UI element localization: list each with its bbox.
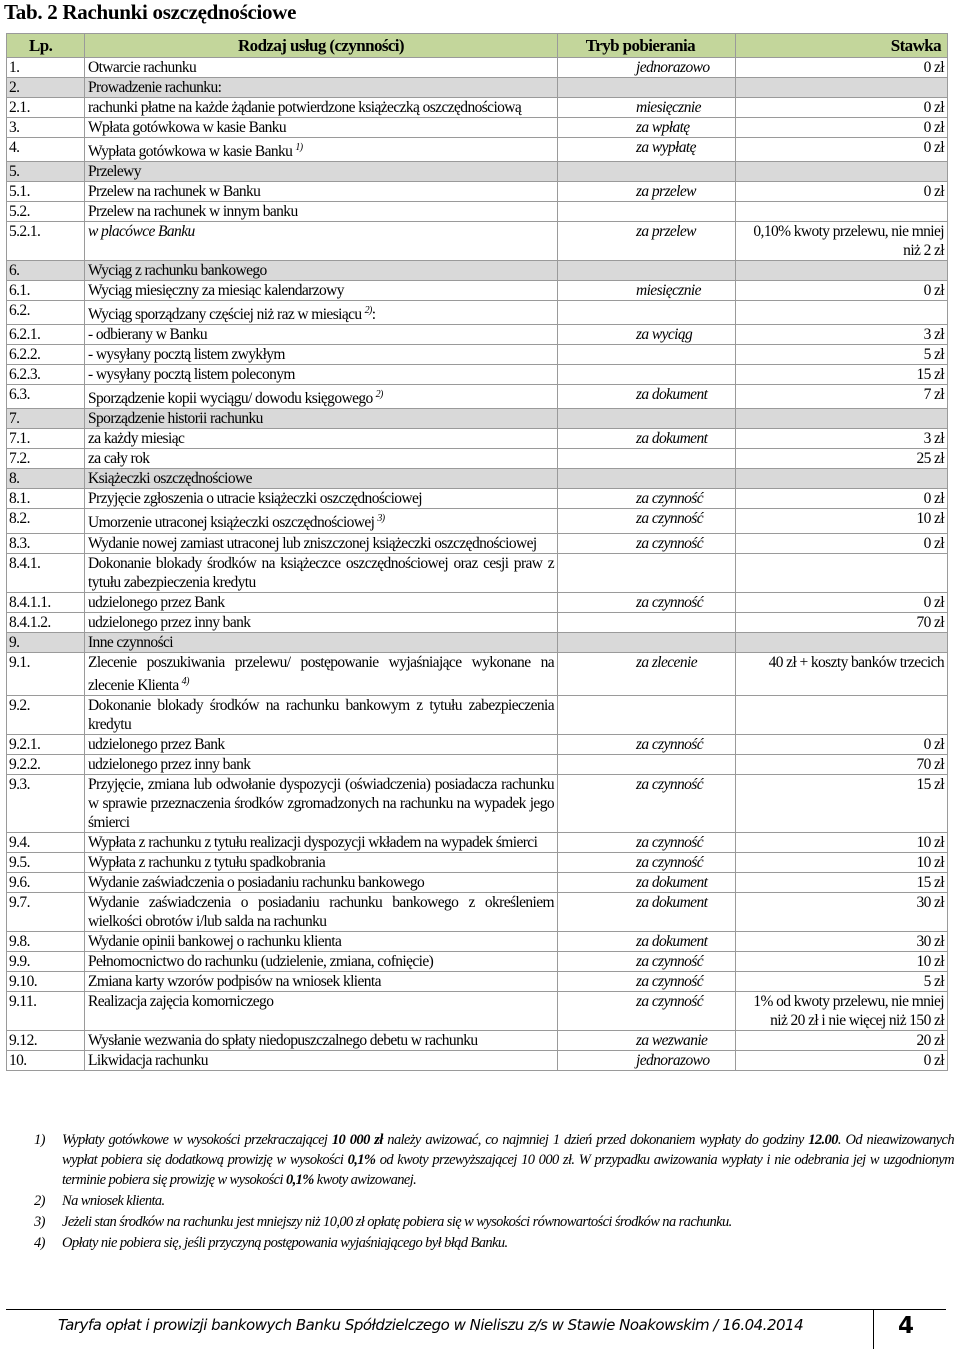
- cell-lp: 5.2.: [7, 202, 85, 222]
- table-row: [7, 222, 948, 261]
- cell-lp: 1.: [7, 58, 85, 78]
- service-text: Likwidacja rachunku: [88, 1051, 208, 1069]
- service-text: za każdy miesiąc: [88, 430, 185, 448]
- service-text: Wydanie nowej zamiast utraconej lub zniszczonej książeczki oszczędnościowej: [88, 534, 537, 552]
- cell-rate: 0 zł: [736, 58, 948, 78]
- service-text: Zlecenie poszukiwania przelewu/ postępowanie wyjaśniające wykonane na zlecenie Klienta: [88, 653, 554, 694]
- service-text: Sporządzenie kopii wyciągu/ dowodu księgowego: [88, 390, 373, 408]
- cell-mode: [558, 301, 736, 325]
- table-row: [7, 1030, 948, 1050]
- footnote-text: należy awizować, co najmniej 1 dzień przed dokonaniem wypłaty do godziny: [382, 1132, 809, 1148]
- cell-service: [85, 971, 558, 991]
- cell-mode: [558, 365, 736, 385]
- section-row: [7, 632, 948, 652]
- fees-table: [6, 33, 948, 1071]
- cell-service: [85, 489, 558, 509]
- footnote-number: 3): [34, 1214, 45, 1230]
- table-header-row: [7, 34, 948, 58]
- cell-rate: 5 zł: [736, 971, 948, 991]
- table-row: [7, 652, 948, 695]
- cell-mode: za czynność: [558, 592, 736, 612]
- cell-rate: 0,10% kwoty przelewu, nie mniej niż 2 zł: [736, 222, 948, 261]
- cell-mode: za dokument: [558, 872, 736, 892]
- footnote-emphasis: 10 000 zł: [331, 1132, 383, 1148]
- cell-rate: 10 zł: [736, 951, 948, 971]
- table-row: [7, 951, 948, 971]
- cell-mode: za wezwanie: [558, 1030, 736, 1050]
- cell-mode: [558, 345, 736, 365]
- footnotes: [34, 1130, 954, 1254]
- service-text: Wysłanie wezwania do spłaty niedopuszczalnego debetu w rachunku: [88, 1031, 478, 1049]
- cell-rate: [736, 553, 948, 592]
- service-text: Wydanie zaświadczenia o posiadaniu rachunku bankowego: [88, 873, 425, 891]
- service-text: Dokonanie blokady środków na książeczce oszczędnościowej oraz cesji praw z tytułu zabezpieczenia kredytu: [88, 554, 554, 591]
- cell-mode: jednorazowo: [558, 1050, 736, 1070]
- cell-rate: 15 zł: [736, 365, 948, 385]
- service-text: za cały rok: [88, 450, 150, 468]
- cell-mode: [558, 261, 736, 281]
- table-row: [7, 991, 948, 1030]
- table-row: [7, 325, 948, 345]
- table-row: [7, 449, 948, 469]
- table-row: [7, 489, 948, 509]
- header-rate: Stawka: [736, 34, 948, 58]
- section-row: [7, 469, 948, 489]
- service-text: Przyjęcie, zmiana lub odwołanie dyspozycji (oświadczenia) posiadacza rachunku w sprawie przeznaczenia środków zgromadzonych na rachunku na wypadek jego śmierci: [88, 775, 554, 831]
- cell-service: [85, 774, 558, 832]
- cell-mode: za przelew: [558, 182, 736, 202]
- table-row: [7, 202, 948, 222]
- footnote-ref: 2): [375, 389, 383, 401]
- footnote-ref: 3): [377, 513, 385, 525]
- cell-service: [85, 385, 558, 409]
- service-text: Wypłata z rachunku z tytułu spadkobrania: [88, 853, 326, 871]
- cell-rate: 70 zł: [736, 754, 948, 774]
- table-row: [7, 971, 948, 991]
- cell-lp: 9.3.: [7, 774, 85, 832]
- service-text: Przyjęcie zgłoszenia o utracie książeczki oszczędnościowej: [88, 490, 423, 508]
- cell-service: [85, 78, 558, 98]
- cell-service: [85, 98, 558, 118]
- cell-lp: 6.1.: [7, 281, 85, 301]
- cell-service: [85, 138, 558, 162]
- cell-service: [85, 58, 558, 78]
- cell-service: [85, 592, 558, 612]
- cell-service: [85, 991, 558, 1030]
- table-row: [7, 533, 948, 553]
- cell-rate: 10 zł: [736, 852, 948, 872]
- cell-lp: 9.12.: [7, 1030, 85, 1050]
- footnote-emphasis: 0,1%: [347, 1152, 376, 1168]
- cell-mode: [558, 632, 736, 652]
- cell-lp: 9.2.2.: [7, 754, 85, 774]
- cell-rate: 40 zł + koszty banków trzecich: [736, 652, 948, 695]
- table-row: [7, 301, 948, 325]
- cell-mode: za dokument: [558, 429, 736, 449]
- cell-lp: 8.4.1.: [7, 553, 85, 592]
- cell-mode: miesięcznie: [558, 281, 736, 301]
- cell-rate: [736, 261, 948, 281]
- table-row: [7, 592, 948, 612]
- table-row: [7, 695, 948, 734]
- cell-rate: 5 zł: [736, 345, 948, 365]
- cell-service: [85, 469, 558, 489]
- footnote: [34, 1212, 954, 1232]
- cell-rate: 7 zł: [736, 385, 948, 409]
- cell-rate: [736, 162, 948, 182]
- cell-service: [85, 612, 558, 632]
- cell-lp: 10.: [7, 1050, 85, 1070]
- cell-service: [85, 754, 558, 774]
- cell-lp: 5.1.: [7, 182, 85, 202]
- cell-rate: [736, 409, 948, 429]
- cell-mode: [558, 469, 736, 489]
- cell-mode: miesięcznie: [558, 98, 736, 118]
- cell-mode: za czynność: [558, 533, 736, 553]
- cell-service: [85, 222, 558, 261]
- section-row: [7, 409, 948, 429]
- table-body: [7, 58, 948, 1071]
- cell-lp: 8.: [7, 469, 85, 489]
- table-row: [7, 1050, 948, 1070]
- cell-mode: za czynność: [558, 734, 736, 754]
- cell-mode: [558, 553, 736, 592]
- table-row: [7, 612, 948, 632]
- service-text: Wyciąg z rachunku bankowego: [88, 262, 267, 280]
- cell-rate: [736, 78, 948, 98]
- cell-rate: 3 zł: [736, 325, 948, 345]
- cell-service: [85, 365, 558, 385]
- table-row: [7, 365, 948, 385]
- cell-lp: 9.10.: [7, 971, 85, 991]
- cell-lp: 6.: [7, 261, 85, 281]
- footnote-number: 2): [34, 1193, 45, 1209]
- cell-lp: 4.: [7, 138, 85, 162]
- service-text: Wyciąg miesięczny za miesiąc kalendarzowy: [88, 282, 344, 300]
- cell-rate: 10 zł: [736, 832, 948, 852]
- footnote-number: 4): [34, 1235, 45, 1251]
- table-row: [7, 553, 948, 592]
- cell-lp: 9.2.1.: [7, 734, 85, 754]
- cell-service: [85, 852, 558, 872]
- service-text: Umorzenie utraconej książeczki oszczędnościowej: [88, 514, 375, 532]
- cell-lp: 3.: [7, 118, 85, 138]
- table-row: [7, 509, 948, 533]
- cell-rate: 0 zł: [736, 734, 948, 754]
- cell-lp: 9.2.: [7, 695, 85, 734]
- cell-rate: 15 zł: [736, 872, 948, 892]
- cell-service: [85, 892, 558, 931]
- cell-mode: [558, 202, 736, 222]
- service-text: Wypłata z rachunku z tytułu realizacji dyspozycji wkładem na wypadek śmierci: [88, 833, 538, 851]
- service-text: Otwarcie rachunku: [88, 59, 197, 76]
- service-text: Przelew na rachunek w innym banku: [88, 203, 298, 221]
- cell-service: [85, 409, 558, 429]
- cell-rate: [736, 469, 948, 489]
- cell-rate: 0 zł: [736, 98, 948, 118]
- footnote-ref: 4): [181, 675, 189, 687]
- footer-separator: [873, 1309, 874, 1349]
- cell-lp: 8.4.1.1.: [7, 592, 85, 612]
- cell-service: [85, 162, 558, 182]
- cell-lp: 8.4.1.2.: [7, 612, 85, 632]
- cell-rate: 0 zł: [736, 281, 948, 301]
- cell-lp: 2.1.: [7, 98, 85, 118]
- table-title: Tab. 2 Rachunki oszczędnościowe: [4, 0, 297, 24]
- cell-service: [85, 345, 558, 365]
- footnote-text: Opłaty nie pobiera się, jeśli przyczyną postępowania wyjaśniającego był błąd Banku.: [62, 1235, 508, 1251]
- cell-mode: za czynność: [558, 832, 736, 852]
- cell-service: [85, 509, 558, 533]
- cell-mode: za dokument: [558, 892, 736, 931]
- cell-mode: [558, 409, 736, 429]
- cell-lp: 6.2.: [7, 301, 85, 325]
- cell-service: [85, 632, 558, 652]
- footnote-text: od kwoty przewyższającej 10 000 zł. W przypadku awizowania wypłaty i nie odebrania jej w uzgodnionym terminie pobiera się prowizję w wysokości: [62, 1152, 954, 1188]
- cell-rate: 30 zł: [736, 892, 948, 931]
- footer-text: Taryfa opłat i prowizji bankowych Banku Spółdzielczego w Nieliszu z/s w Stawie Noakowskim / 16.04.2014: [58, 1316, 804, 1334]
- cell-lp: 8.3.: [7, 533, 85, 553]
- cell-rate: 3 zł: [736, 429, 948, 449]
- table-row: [7, 98, 948, 118]
- cell-rate: 0 zł: [736, 592, 948, 612]
- service-text: Wydanie opinii bankowej o rachunku klienta: [88, 932, 342, 950]
- service-text: Wydanie zaświadczenia o posiadaniu rachunku bankowego z określeniem wielkości obrotów i/lub salda na rachunku: [88, 893, 554, 930]
- cell-service: [85, 695, 558, 734]
- cell-mode: za czynność: [558, 971, 736, 991]
- cell-lp: 2.: [7, 78, 85, 98]
- service-text: udzielonego przez Bank: [88, 735, 225, 753]
- cell-lp: 9.9.: [7, 951, 85, 971]
- cell-rate: 15 zł: [736, 774, 948, 832]
- service-text: Wypłata gotówkowa w kasie Banku: [88, 143, 293, 161]
- cell-lp: 9.4.: [7, 832, 85, 852]
- cell-mode: [558, 162, 736, 182]
- cell-service: [85, 202, 558, 222]
- cell-mode: jednorazowo: [558, 58, 736, 78]
- table-row: [7, 58, 948, 78]
- cell-rate: 0 zł: [736, 533, 948, 553]
- cell-lp: 7.2.: [7, 449, 85, 469]
- service-text: rachunki płatne na każde żądanie potwierdzone książeczką oszczędnościową: [88, 99, 522, 116]
- cell-service: [85, 261, 558, 281]
- cell-lp: 6.3.: [7, 385, 85, 409]
- cell-rate: 10 zł: [736, 509, 948, 533]
- cell-service: [85, 652, 558, 695]
- footer-rule: [6, 1309, 946, 1310]
- footnote: [34, 1191, 954, 1211]
- cell-rate: 0 zł: [736, 489, 948, 509]
- cell-mode: za wyciąg: [558, 325, 736, 345]
- cell-service: [85, 1050, 558, 1070]
- table-row: [7, 852, 948, 872]
- service-text: Sporządzenie historii rachunku: [88, 410, 263, 428]
- cell-lp: 6.2.1.: [7, 325, 85, 345]
- service-text: - wysyłany pocztą listem zwykłym: [88, 346, 285, 364]
- footnote-text: kwoty awizowanej.: [313, 1172, 417, 1188]
- service-text: Wyciąg sporządzany częściej niż raz w miesiącu: [88, 306, 362, 324]
- cell-rate: 0 zł: [736, 118, 948, 138]
- cell-rate: 30 zł: [736, 931, 948, 951]
- cell-service: [85, 449, 558, 469]
- cell-lp: 5.: [7, 162, 85, 182]
- table-row: [7, 138, 948, 162]
- cell-rate: 0 zł: [736, 182, 948, 202]
- cell-service: [85, 325, 558, 345]
- cell-rate: 1% od kwoty przelewu, nie mniej niż 20 zł i nie więcej niż 150 zł: [736, 991, 948, 1030]
- cell-rate: 0 zł: [736, 1050, 948, 1070]
- footnote-ref: 2): [364, 305, 372, 317]
- cell-mode: za zlecenie: [558, 652, 736, 695]
- cell-mode: za czynność: [558, 951, 736, 971]
- cell-mode: [558, 78, 736, 98]
- table-row: [7, 754, 948, 774]
- cell-service: [85, 951, 558, 971]
- cell-mode: za czynność: [558, 509, 736, 533]
- cell-service: [85, 301, 558, 325]
- cell-lp: 9.1.: [7, 652, 85, 695]
- service-text: Realizacja zajęcia komorniczego: [88, 992, 274, 1010]
- service-text: Inne czynności: [88, 633, 173, 651]
- service-text: - odbierany w Banku: [88, 326, 208, 344]
- table-row: [7, 931, 948, 951]
- cell-rate: [736, 632, 948, 652]
- cell-lp: 9.11.: [7, 991, 85, 1030]
- cell-service: [85, 931, 558, 951]
- table-row: [7, 182, 948, 202]
- cell-mode: [558, 449, 736, 469]
- table-row: [7, 429, 948, 449]
- table-row: [7, 345, 948, 365]
- cell-mode: za dokument: [558, 931, 736, 951]
- cell-mode: za wpłatę: [558, 118, 736, 138]
- cell-lp: 9.6.: [7, 872, 85, 892]
- cell-lp: 7.1.: [7, 429, 85, 449]
- section-row: [7, 261, 948, 281]
- cell-lp: 8.1.: [7, 489, 85, 509]
- cell-service: [85, 533, 558, 553]
- footnote-text: Jeżeli stan środków na rachunku jest mniejszy niż 10,00 zł opłatę pobiera się w wysokości równowartości środków na rachunku.: [62, 1214, 732, 1230]
- cell-lp: 7.: [7, 409, 85, 429]
- service-text: Zmiana karty wzorów podpisów na wniosek klienta: [88, 972, 381, 990]
- cell-rate: 25 zł: [736, 449, 948, 469]
- service-text: - wysyłany pocztą listem poleconym: [88, 366, 295, 384]
- footnote: [34, 1233, 954, 1253]
- header-service: Rodzaj usług (czynności): [85, 34, 558, 58]
- cell-mode: za czynność: [558, 852, 736, 872]
- service-suffix: :: [371, 306, 376, 324]
- cell-service: [85, 734, 558, 754]
- cell-rate: 70 zł: [736, 612, 948, 632]
- cell-rate: [736, 695, 948, 734]
- cell-service: [85, 429, 558, 449]
- table-row: [7, 385, 948, 409]
- cell-lp: 8.2.: [7, 509, 85, 533]
- section-row: [7, 162, 948, 182]
- service-text: udzielonego przez inny bank: [88, 755, 251, 773]
- service-text: Przelew na rachunek w Banku: [88, 183, 261, 201]
- cell-lp: 9.5.: [7, 852, 85, 872]
- cell-lp: 6.2.3.: [7, 365, 85, 385]
- page-number: 4: [898, 1313, 915, 1339]
- cell-mode: za wypłatę: [558, 138, 736, 162]
- cell-service: [85, 281, 558, 301]
- cell-service: [85, 118, 558, 138]
- cell-lp: 6.2.2.: [7, 345, 85, 365]
- footnote-number: 1): [34, 1132, 45, 1148]
- service-text: Pełnomocnictwo do rachunku (udzielenie, zmiana, cofnięcie): [88, 952, 434, 970]
- table-row: [7, 892, 948, 931]
- cell-rate: 20 zł: [736, 1030, 948, 1050]
- footnote-text: . Od nieawizowanych wypłat pobiera się dodatkową prowizję w wysokości: [62, 1132, 954, 1168]
- footnote-emphasis: 0,1%: [285, 1172, 314, 1188]
- cell-lp: 9.8.: [7, 931, 85, 951]
- cell-lp: 5.2.1.: [7, 222, 85, 261]
- service-text: w placówce Banku: [88, 223, 195, 241]
- service-text: udzielonego przez inny bank: [88, 613, 251, 631]
- table-row: [7, 118, 948, 138]
- table-row: [7, 774, 948, 832]
- cell-mode: [558, 754, 736, 774]
- cell-service: [85, 1030, 558, 1050]
- cell-rate: 0 zł: [736, 138, 948, 162]
- table-row: [7, 281, 948, 301]
- footnote-text: Wypłaty gotówkowe w wysokości przekraczającej: [62, 1132, 332, 1148]
- cell-mode: za dokument: [558, 385, 736, 409]
- cell-rate: [736, 202, 948, 222]
- footnote-ref: 1): [295, 142, 303, 153]
- service-text: Wpłata gotówkowa w kasie Banku: [88, 119, 287, 136]
- table-row: [7, 734, 948, 754]
- service-text: Prowadzenie rachunku:: [88, 79, 222, 96]
- cell-mode: [558, 612, 736, 632]
- header-lp: Lp.: [7, 34, 85, 58]
- footnote-text: Na wniosek klienta.: [62, 1193, 165, 1209]
- service-text: udzielonego przez Bank: [88, 593, 225, 611]
- cell-mode: za czynność: [558, 774, 736, 832]
- cell-service: [85, 553, 558, 592]
- cell-mode: za przelew: [558, 222, 736, 261]
- footnote: [34, 1130, 954, 1190]
- table-row: [7, 832, 948, 852]
- section-row: [7, 78, 948, 98]
- cell-rate: [736, 301, 948, 325]
- cell-lp: 9.7.: [7, 892, 85, 931]
- footnote-emphasis: 12.00: [808, 1132, 838, 1148]
- table-row: [7, 872, 948, 892]
- service-text: Dokonanie blokady środków na rachunku bankowym z tytułu zabezpieczenia kredytu: [88, 696, 554, 733]
- cell-mode: [558, 695, 736, 734]
- cell-mode: za czynność: [558, 991, 736, 1030]
- service-text: Przelewy: [88, 163, 141, 181]
- cell-lp: 9.: [7, 632, 85, 652]
- header-mode: Tryb pobierania: [558, 34, 736, 58]
- service-text: Książeczki oszczędnościowe: [88, 470, 252, 488]
- cell-service: [85, 832, 558, 852]
- cell-service: [85, 872, 558, 892]
- cell-service: [85, 182, 558, 202]
- cell-mode: za czynność: [558, 489, 736, 509]
